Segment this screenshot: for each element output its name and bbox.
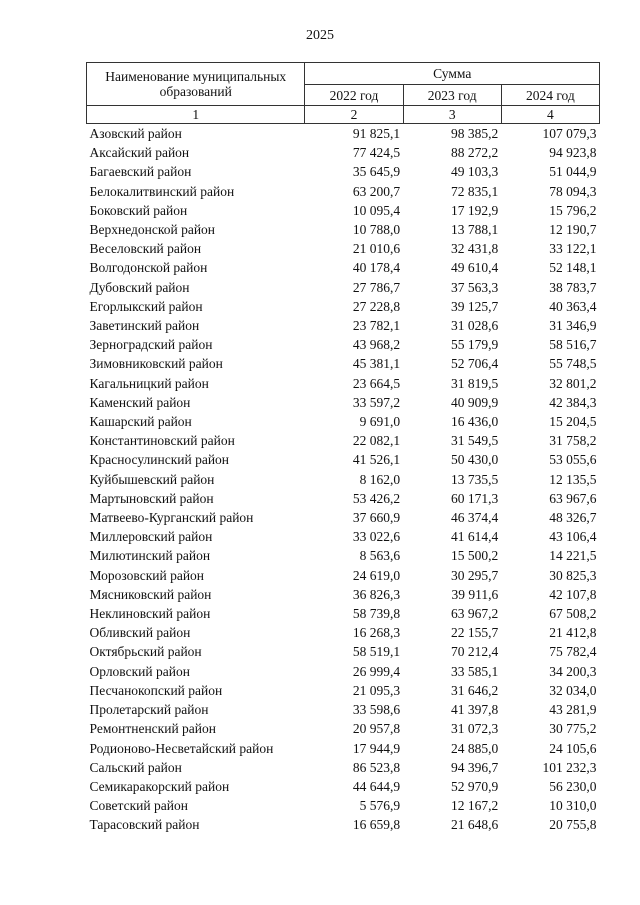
- table-row: [87, 815, 600, 834]
- value-2024: 12 190,7: [549, 222, 597, 238]
- table-row: [87, 450, 600, 469]
- value-2022: 23 664,5: [352, 375, 401, 391]
- value-2024: 52 148,1: [549, 260, 597, 276]
- district-name: Сальский район: [89, 759, 182, 775]
- value-2024: 48 326,7: [549, 510, 597, 526]
- value-2023: 15 500,2: [451, 548, 499, 564]
- table-row: [87, 182, 600, 201]
- value-2024: 15 796,2: [549, 202, 597, 218]
- column-index-2: 2: [305, 106, 403, 124]
- district-name: Зерноградский район: [89, 337, 213, 353]
- district-name: Пролетарский район: [89, 702, 209, 718]
- value-2022: 22 082,1: [352, 433, 401, 449]
- value-2023: 55 179,9: [451, 337, 499, 353]
- page-number: 2025: [306, 28, 334, 43]
- value-2022: 21 095,3: [352, 682, 401, 698]
- table-row: [87, 412, 600, 431]
- table-row: [87, 278, 600, 297]
- district-name: Мартыновский район: [89, 490, 214, 506]
- table-row: [87, 604, 600, 623]
- table-row: [87, 508, 600, 527]
- district-name: Дубовский район: [89, 279, 190, 295]
- table-row: [87, 489, 600, 508]
- value-2022: 10 788,0: [352, 222, 401, 238]
- value-2022: 45 381,1: [352, 356, 401, 372]
- value-2022: 91 825,1: [352, 126, 401, 141]
- value-2023: 39 911,6: [451, 586, 499, 602]
- value-2024: 31 758,2: [549, 433, 597, 449]
- value-2024: 55 748,5: [549, 356, 597, 372]
- value-2023: 31 072,3: [451, 721, 499, 737]
- value-2023: 13 735,5: [451, 471, 499, 487]
- district-name: Верхнедонской район: [89, 222, 216, 238]
- table-row: [87, 623, 600, 642]
- value-2024: 42 384,3: [549, 394, 597, 410]
- district-name: Волгодонской район: [89, 260, 208, 276]
- value-2023: 39 125,7: [451, 298, 499, 314]
- district-name: Родионово-Несветайский район: [89, 740, 274, 756]
- value-2023: 88 272,2: [451, 145, 499, 161]
- value-2024: 40 363,4: [549, 298, 597, 314]
- value-2024: 14 221,5: [549, 548, 597, 564]
- value-2024: 10 310,0: [549, 798, 597, 814]
- district-name: Семикаракорский район: [89, 778, 230, 794]
- value-2023: 72 835,1: [451, 183, 499, 199]
- value-2023: 13 788,1: [451, 222, 499, 238]
- value-2023: 31 819,5: [451, 375, 499, 391]
- value-2023: 37 563,3: [451, 279, 499, 295]
- value-2024: 101 232,3: [542, 759, 597, 775]
- value-2022: 58 519,1: [352, 644, 401, 660]
- table-row: [87, 585, 600, 604]
- value-2024: 21 412,8: [549, 625, 597, 641]
- value-2022: 35 645,9: [352, 164, 401, 180]
- table-row: [87, 258, 600, 277]
- value-2023: 41 397,8: [451, 702, 499, 718]
- value-2023: 49 103,3: [451, 164, 499, 180]
- value-2022: 86 523,8: [352, 759, 401, 775]
- value-2024: 24 105,6: [549, 740, 597, 756]
- value-2024: 12 135,5: [549, 471, 597, 487]
- table-row: [87, 124, 600, 144]
- value-2023: 46 374,4: [451, 510, 499, 526]
- value-2022: 20 957,8: [352, 721, 401, 737]
- value-2024: 30 825,3: [549, 567, 597, 583]
- value-2023: 32 431,8: [451, 241, 499, 257]
- table-row: [87, 239, 600, 258]
- value-2024: 31 346,9: [549, 318, 597, 334]
- district-name: Боковский район: [89, 202, 188, 218]
- district-name: Неклиновский район: [89, 606, 211, 622]
- value-2023: 98 385,2: [451, 126, 499, 141]
- district-name: Веселовский район: [89, 241, 202, 257]
- value-2022: 41 526,1: [352, 452, 401, 468]
- value-2024: 75 782,4: [549, 644, 597, 660]
- value-2023: 63 967,2: [451, 606, 499, 622]
- table-row: [87, 143, 600, 162]
- value-2024: 42 107,8: [549, 586, 597, 602]
- value-2022: 8 162,0: [359, 471, 401, 487]
- value-2023: 21 648,6: [451, 817, 499, 833]
- district-name: Ремонтненский район: [89, 721, 216, 737]
- column-header-year-2024: 2024 год: [501, 85, 599, 106]
- value-2022: 26 999,4: [352, 663, 401, 679]
- value-2024: 20 755,8: [549, 817, 597, 833]
- value-2023: 40 909,9: [451, 394, 499, 410]
- district-name: Заветинский район: [89, 318, 200, 334]
- value-2022: 58 739,8: [352, 606, 401, 622]
- table-row: [87, 201, 600, 220]
- value-2022: 23 782,1: [352, 318, 401, 334]
- table-row: [87, 681, 600, 700]
- value-2022: 9 691,0: [359, 414, 401, 430]
- value-2023: 31 028,6: [451, 318, 499, 334]
- value-2023: 33 585,1: [451, 663, 499, 679]
- table-row: [87, 546, 600, 565]
- value-2024: 15 204,5: [549, 414, 597, 430]
- value-2023: 52 706,4: [451, 356, 499, 372]
- value-2023: 94 396,7: [451, 759, 499, 775]
- district-name: Тарасовский район: [89, 817, 200, 833]
- district-name: Песчанокопский район: [89, 682, 223, 698]
- table-row: [87, 220, 600, 239]
- value-2022: 5 576,9: [359, 798, 401, 814]
- district-name: Орловский район: [89, 663, 190, 679]
- value-2022: 8 563,6: [359, 548, 401, 564]
- district-name: Мясниковский район: [89, 586, 212, 602]
- district-name: Константиновский район: [89, 433, 235, 449]
- value-2024: 63 967,6: [549, 490, 597, 506]
- table-row: [87, 566, 600, 585]
- value-2023: 50 430,0: [451, 452, 499, 468]
- table-row: [87, 354, 600, 373]
- value-2023: 24 885,0: [451, 740, 499, 756]
- district-name: Матвеево-Курганский район: [89, 510, 254, 526]
- value-2024: 67 508,2: [549, 606, 597, 622]
- table-row: [87, 758, 600, 777]
- value-2022: 36 826,3: [352, 586, 401, 602]
- value-2023: 16 436,0: [451, 414, 499, 430]
- column-index-1: 1: [87, 106, 305, 124]
- value-2022: 33 598,6: [352, 702, 401, 718]
- table-row: [87, 374, 600, 393]
- value-2022: 16 659,8: [352, 817, 401, 833]
- value-2024: 32 801,2: [549, 375, 597, 391]
- value-2024: 43 281,9: [549, 702, 597, 718]
- value-2024: 51 044,9: [549, 164, 597, 180]
- column-index-3: 3: [403, 106, 501, 124]
- table-row: [87, 796, 600, 815]
- column-index-4: 4: [501, 106, 599, 124]
- table-row: [87, 739, 600, 758]
- value-2022: 16 268,3: [352, 625, 401, 641]
- table-body: [87, 124, 600, 835]
- column-header-name: Наименование муниципальных образований: [87, 63, 305, 106]
- table-row: [87, 700, 600, 719]
- table-row: [87, 777, 600, 796]
- table-row: [87, 431, 600, 450]
- district-name: Каменский район: [89, 394, 191, 410]
- value-2022: 43 968,2: [352, 337, 401, 353]
- district-name: Аксайский район: [89, 145, 190, 161]
- table-row: [87, 527, 600, 546]
- district-name: Обливский район: [89, 625, 191, 641]
- value-2022: 37 660,9: [352, 510, 401, 526]
- value-2023: 52 970,9: [451, 778, 499, 794]
- value-2022: 27 228,8: [352, 298, 401, 314]
- value-2022: 53 426,2: [352, 490, 401, 506]
- value-2024: 53 055,6: [549, 452, 597, 468]
- value-2022: 27 786,7: [352, 279, 401, 295]
- value-2022: 40 178,4: [352, 260, 401, 276]
- table-row: [87, 393, 600, 412]
- value-2024: 33 122,1: [549, 241, 597, 257]
- district-name: Зимовниковский район: [89, 356, 223, 372]
- value-2024: 30 775,2: [549, 721, 597, 737]
- value-2024: 58 516,7: [549, 337, 597, 353]
- table-row: [87, 719, 600, 738]
- district-name: Куйбышевский район: [89, 471, 215, 487]
- value-2023: 41 614,4: [451, 529, 499, 545]
- district-name: Кашарский район: [89, 414, 192, 430]
- value-2022: 77 424,5: [352, 145, 401, 161]
- value-2023: 31 646,2: [451, 682, 499, 698]
- column-header-year-2023: 2023 год: [403, 85, 501, 106]
- value-2023: 12 167,2: [451, 798, 499, 814]
- value-2024: 78 094,3: [549, 183, 597, 199]
- table-row: [87, 316, 600, 335]
- district-name: Морозовский район: [89, 567, 205, 583]
- value-2024: 34 200,3: [549, 663, 597, 679]
- value-2023: 30 295,7: [451, 567, 499, 583]
- district-name: Багаевский район: [89, 164, 192, 180]
- value-2023: 17 192,9: [451, 202, 499, 218]
- budget-table: [86, 62, 600, 835]
- district-name: Советский район: [89, 798, 188, 814]
- district-name: Миллеровский район: [89, 529, 213, 545]
- table-row: [87, 335, 600, 354]
- column-header-sum: Сумма: [305, 63, 600, 85]
- table-header: [87, 63, 600, 124]
- district-name: Егорлыкский район: [89, 298, 203, 314]
- value-2022: 44 644,9: [352, 778, 401, 794]
- district-name: Белокалитвинский район: [89, 183, 235, 199]
- value-2023: 22 155,7: [451, 625, 499, 641]
- value-2023: 31 549,5: [451, 433, 499, 449]
- district-name: Милютинский район: [89, 548, 211, 564]
- value-2022: 10 095,4: [352, 202, 401, 218]
- table-row: [87, 662, 600, 681]
- district-name: Красносулинский район: [89, 452, 230, 468]
- value-2024: 56 230,0: [549, 778, 597, 794]
- value-2024: 94 923,8: [549, 145, 597, 161]
- value-2024: 32 034,0: [549, 682, 597, 698]
- value-2024: 38 783,7: [549, 279, 597, 295]
- district-name: Октябрьский район: [89, 644, 202, 660]
- value-2022: 24 619,0: [352, 567, 401, 583]
- value-2022: 21 010,6: [352, 241, 401, 257]
- value-2024: 43 106,4: [549, 529, 597, 545]
- district-name: Кагальницкий район: [89, 375, 209, 391]
- value-2022: 17 944,9: [352, 740, 401, 756]
- value-2024: 107 079,3: [542, 126, 597, 141]
- table-row: [87, 297, 600, 316]
- table-row: [87, 162, 600, 181]
- value-2023: 60 171,3: [451, 490, 499, 506]
- value-2022: 33 597,2: [352, 394, 401, 410]
- value-2022: 63 200,7: [352, 183, 401, 199]
- column-header-year-2022: 2022 год: [305, 85, 403, 106]
- table-row: [87, 642, 600, 661]
- value-2022: 33 022,6: [352, 529, 401, 545]
- table-row: [87, 470, 600, 489]
- value-2023: 70 212,4: [451, 644, 499, 660]
- value-2023: 49 610,4: [451, 260, 499, 276]
- district-name: Азовский район: [89, 126, 182, 141]
